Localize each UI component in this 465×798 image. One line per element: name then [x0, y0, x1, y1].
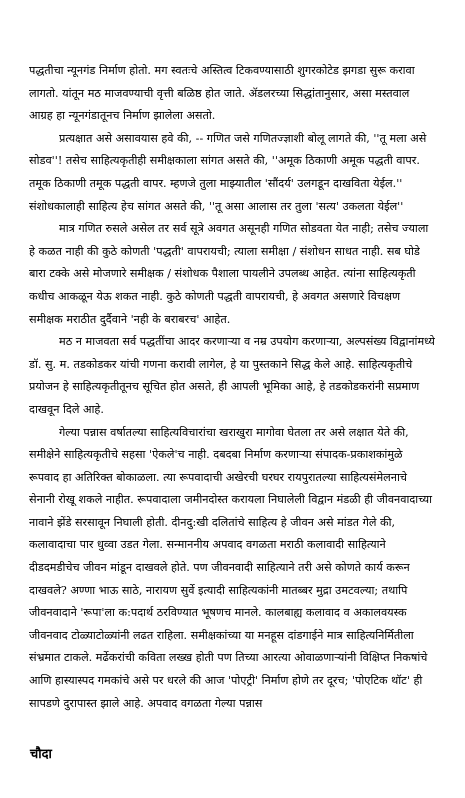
paragraph-3: मात्र गणित रुसले असेल तर सर्व सूत्रे अवगत असूनही गणित सोडवता येत नाही; तसेच ज्याला हे कळत नाही की कुठे कोणती 'पद्धती' वापरायची; त्याला समीक्षा / संशोधन साधत नाही. सब घोडे बारा टक्के असे मोजणारे समीक्षक / संशोधक पैशाला पायलीने उपलब्ध आहेत. त्यांना साहित्यकृती कधीच आकळून येऊ शकत नाही. कुठे कोणती पद्धती वापरायची, हे अवगत असणारे विचक्षण समीक्षक मराठीत दुर्दैवाने 'नही के बराबरच' आहेत. — [29, 222, 429, 326]
paragraph-4: मठ न माजवता सर्व पद्धतींचा आदर करणाऱ्या व नम्र उपयोग करणाऱ्या, अल्पसंख्य विद्वानांमध्ये डॉ. सु. म. तडकोडकर यांची गणना करावी लागेल, हे या पुस्तकाने सिद्ध केले आहे. साहित्यकृतीचे प्रयोजन हे साहित्यकृतीतूनच सूचित होत असते, ही आपली भूमिका आहे, हे तडकोडकरांनी सप्रमाण दाखवून दिले आहे. — [29, 335, 435, 416]
page-number-footer: चौदा — [30, 747, 52, 762]
paragraph-5: गेल्या पन्नास वर्षातल्या साहित्यविचारांचा खराखुरा मागोवा घेतला तर असे लक्षात येते की, समीक्षेने साहित्यकृतीचे सहसा 'ऐकले'च नाही. दबदबा निर्माण करणाऱ्या संपादक-प्रकाशकांमुळे रूपवाद हा अतिरिक्त बोकाळला. त्या रूपवादाची अखेरची घरघर रायपुरातल्या साहित्यसंमेलनाचे सेनानी रोखू शकले नाहीत. रूपवादाला जमीनदोस्त करायला निघालेली विद्वान मंडळी ही जीवनवादाच्या नावाने झेंडे सरसावून निघाली होती. दीनदु:खी दलितांचे साहित्य हे जीवन असे मांडत गेले की, कलावादाचा पार धुव्वा उडत गेला. सन्माननीय अपवाद वगळता मराठी कलावादी साहित्याने दीडदमडीचेच जीवन मांडून दाखवले होते. पण जीवनवादी साहित्याने तरी असे कोणते कार्य करून दाखवले? अण्णा भाऊ साठे, नारायण सुर्वे इत्यादी साहित्यकांनी मातब्बर मुद्रा उमटवल्या; तथापि जीवनवादाने 'रूपा'ला क:पदार्थ ठरविण्यात भूषणच मानले. कालबाह्य कलावाद व अकालवयस्क जीवनवाद टोळ्याटोळ्यांनी लढत राहिला. समीक्षकांच्या या मनहूस दांडगाईने मात्र साहित्यनिर्मितीला संभ्रमात टाकले. मर्ढेकरांची कविता लख्ख होती पण तिच्या आरत्या ओवाळणाऱ्यांनी विक्षिप्त निकषांचे आणि हास्यास्पद गमकांचे असे पर धरले की आज 'पोएट्री' निर्माण होणे तर दूरच; 'पोएटिक थॉट' ही सापडणे दुरापास्त झाले आहे. अपवाद वगळता गेल्या पन्नास — [29, 425, 433, 710]
paragraph-1: पद्धतीचा न्यूनगंड निर्माण होतो. मग स्वतःचे अस्तित्व टिकवण्यासाठी शुगरकोटेड झगडा सुरू करावा लागतो. यांतून मठ माजवण्याची वृत्ती बळिष्ठ होत जाते. ॲडलरच्या सिद्धांतानुसार, असा मस्तवाल आग्रह हा न्यूनगंडातूनच निर्माण झालेला असतो. — [29, 64, 415, 123]
paragraph-2: प्रत्यक्षात असे असावयास हवे की, -- गणित जसे गणितज्ज्ञाशी बोलू लागते की, ''तू मला असे सोडव''! तसेच साहित्यकृतीही समीक्षकाला सांगत असते की, ''अमूक ठिकाणी अमूक पद्धती वापर. तमूक ठिकाणी तमूक पद्धती वापर. म्हणजे तुला माझ्यातील 'सौंदर्य' उलगडून दाखविता येईल.'' संशोधकालाही साहित्य हेच सांगत असते की, ''तू असा आलास तर तुला 'सत्य' उकलता येईल'' — [29, 131, 427, 213]
